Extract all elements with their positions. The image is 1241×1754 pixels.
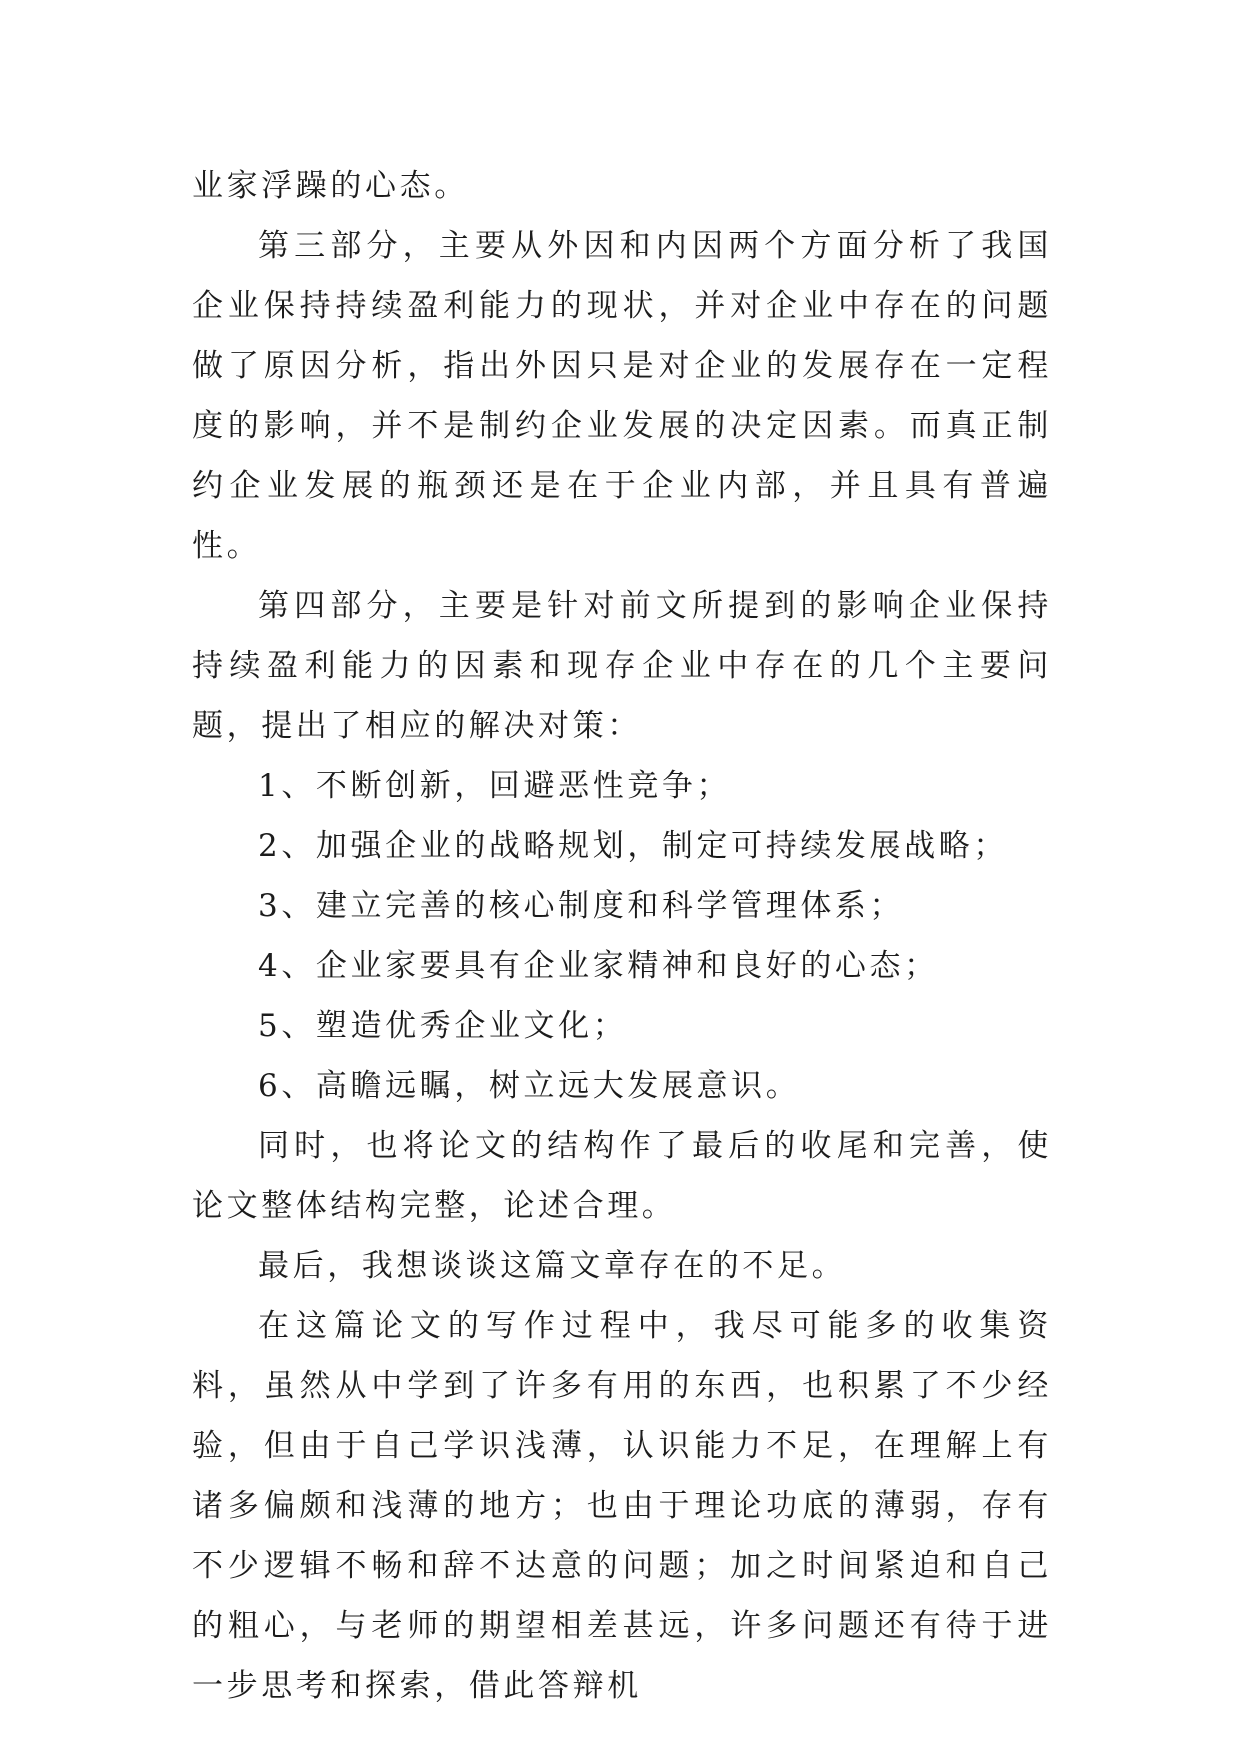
list-item-6: 6、高瞻远瞩，树立远大发展意识。: [258, 1068, 801, 1104]
paragraph-part-three: 第三部分，主要从外因和内因两个方面分析了我国企业保持持续盈利能力的现状，并对企业中存在的问题做了原因分析，指出外因只是对企业的发展存在一定程度的影响，并不是制约企业发展的决定因素。而真正制约企业发展的瓶颈还是在于企业内部，并且具有普遍性。: [192, 228, 1052, 564]
list-item-4: 4、企业家要具有企业家精神和良好的心态；: [258, 948, 939, 984]
list-item-2: 2、加强企业的战略规划，制定可持续发展战略；: [258, 828, 1008, 864]
paragraph-part-four: 第四部分，主要是针对前文所提到的影响企业保持持续盈利能力的因素和现存企业中存在的几个主要问题，提出了相应的解决对策：: [192, 588, 1052, 744]
paragraph-continuation: 业家浮躁的心态。: [192, 168, 469, 204]
document-body: [192, 156, 1052, 1716]
list-item-3: 3、建立完善的核心制度和科学管理体系；: [258, 888, 905, 924]
list-item-1: 1、不断创新，回避恶性竞争；: [258, 768, 732, 804]
paragraph-structure: 同时，也将论文的结构作了最后的收尾和完善，使论文整体结构完整，论述合理。: [192, 1128, 1052, 1224]
list-item-5: 5、塑造优秀企业文化；: [258, 1008, 628, 1044]
paragraph-shortcomings-intro: 最后，我想谈谈这篇文章存在的不足。: [258, 1248, 847, 1284]
paragraph-shortcomings: 在这篇论文的写作过程中，我尽可能多的收集资料，虽然从中学到了许多有用的东西，也积累了不少经验，但由于自己学识浅薄，认识能力不足，在理解上有诸多偏颇和浅薄的地方；也由于理论功底的薄弱，存有不少逻辑不畅和辞不达意的问题；加之时间紧迫和自己的粗心，与老师的期望相差甚远，许多问题还有待于进一步思考和探索，借此答辩机: [192, 1308, 1052, 1704]
